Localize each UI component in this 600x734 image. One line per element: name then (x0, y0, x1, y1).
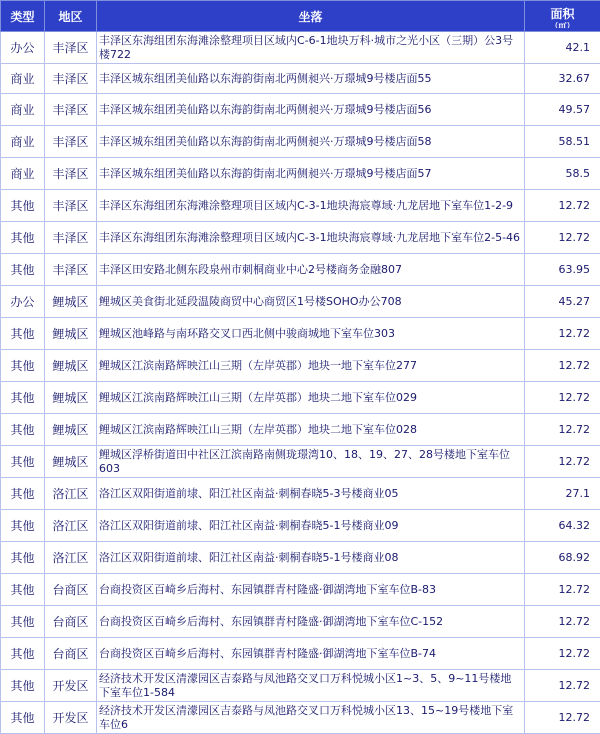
location-cell: 丰泽区东海组团东海滩涂整理项目区域内C-3-1地块海宸尊域·九龙居地下室车位1-2-9 (97, 190, 525, 222)
district-cell: 丰泽区 (45, 254, 97, 286)
area-cell: 49.57 (525, 94, 600, 126)
area-cell: 12.72 (525, 222, 600, 254)
district-cell: 丰泽区 (45, 190, 97, 222)
table-row (1, 574, 600, 606)
table-row (1, 126, 600, 158)
location-cell: 丰泽区城东组团美仙路以东海韵街南北两侧昶兴·万璟城9号楼店面57 (97, 158, 525, 190)
location-cell: 丰泽区城东组团美仙路以东海韵街南北两侧昶兴·万璟城9号楼店面56 (97, 94, 525, 126)
district-cell: 丰泽区 (45, 158, 97, 190)
area-cell: 12.72 (525, 638, 600, 670)
area-cell: 58.51 (525, 126, 600, 158)
type-cell: 其他 (1, 446, 45, 478)
location-cell: 丰泽区城东组团美仙路以东海韵街南北两侧昶兴·万璟城9号楼店面58 (97, 126, 525, 158)
location-cell: 台商投资区百崎乡后海村、东园镇群青村隆盛·御湖湾地下室车位B-74 (97, 638, 525, 670)
area-cell: 12.72 (525, 414, 600, 446)
district-cell: 台商区 (45, 638, 97, 670)
district-cell: 丰泽区 (45, 32, 97, 64)
district-cell: 鲤城区 (45, 350, 97, 382)
table-row (1, 190, 600, 222)
district-cell: 鲤城区 (45, 382, 97, 414)
location-cell: 鲤城区池峰路与南环路交叉口西北侧中骏商城地下室车位303 (97, 318, 525, 350)
type-cell: 其他 (1, 190, 45, 222)
type-cell: 其他 (1, 414, 45, 446)
district-cell: 丰泽区 (45, 126, 97, 158)
location-cell: 洛江区双阳街道前埭、阳江社区南益·刺桐春晓5-3号楼商业05 (97, 478, 525, 510)
location-cell: 经济技术开发区清濛园区吉泰路与凤池路交叉口万科悦城小区13、15~19号楼地下室车位6 (97, 702, 525, 734)
area-cell: 32.67 (525, 64, 600, 94)
district-cell: 鲤城区 (45, 414, 97, 446)
location-cell: 丰泽区东海组团东海滩涂整理项目区域内C-3-1地块海宸尊域·九龙居地下室车位2-5-46 (97, 222, 525, 254)
type-cell: 其他 (1, 318, 45, 350)
type-cell: 其他 (1, 222, 45, 254)
table-body (1, 32, 600, 734)
district-cell: 台商区 (45, 574, 97, 606)
area-cell: 12.72 (525, 382, 600, 414)
header-location: 坐落 (97, 1, 525, 32)
table-row (1, 286, 600, 318)
type-cell: 其他 (1, 254, 45, 286)
type-cell: 其他 (1, 702, 45, 734)
district-cell: 丰泽区 (45, 64, 97, 94)
location-cell: 丰泽区城东组团美仙路以东海韵街南北两侧昶兴·万璟城9号楼店面55 (97, 64, 525, 94)
header-row (1, 1, 600, 32)
location-cell: 洛江区双阳街道前埭、阳江社区南益·刺桐春晓5-1号楼商业08 (97, 542, 525, 574)
type-cell: 其他 (1, 542, 45, 574)
type-cell: 其他 (1, 350, 45, 382)
header-district: 地区 (45, 1, 97, 32)
area-cell: 12.72 (525, 446, 600, 478)
location-cell: 鲤城区江滨南路辉映江山三期（左岸英郡）地块二地下室车位028 (97, 414, 525, 446)
district-cell: 开发区 (45, 702, 97, 734)
area-cell: 68.92 (525, 542, 600, 574)
type-cell: 其他 (1, 478, 45, 510)
type-cell: 其他 (1, 382, 45, 414)
table-row (1, 510, 600, 542)
location-cell: 台商投资区百崎乡后海村、东园镇群青村隆盛·御湖湾地下室车位C-152 (97, 606, 525, 638)
location-cell: 丰泽区田安路北侧东段泉州市刺桐商业中心2号楼商务金融807 (97, 254, 525, 286)
area-cell: 58.5 (525, 158, 600, 190)
district-cell: 丰泽区 (45, 222, 97, 254)
table-row (1, 350, 600, 382)
type-cell: 办公 (1, 286, 45, 318)
location-cell: 丰泽区东海组团东海滩涂整理项目区域内C-6-1地块万科·城市之光小区（三期）公3号楼722 (97, 32, 525, 64)
area-cell: 12.72 (525, 702, 600, 734)
table-row (1, 382, 600, 414)
type-cell: 其他 (1, 574, 45, 606)
type-cell: 其他 (1, 670, 45, 702)
table-row (1, 32, 600, 64)
table-row (1, 64, 600, 94)
location-cell: 鲤城区江滨南路辉映江山三期（左岸英郡）地块二地下室车位029 (97, 382, 525, 414)
table-row (1, 158, 600, 190)
area-cell: 12.72 (525, 190, 600, 222)
location-cell: 鲤城区美食街北延段温陵商贸中心商贸区1号楼SOHO办公708 (97, 286, 525, 318)
table-row (1, 478, 600, 510)
district-cell: 台商区 (45, 606, 97, 638)
table-row (1, 638, 600, 670)
location-cell: 台商投资区百崎乡后海村、东园镇群青村隆盛·御湖湾地下室车位B-83 (97, 574, 525, 606)
location-cell: 经济技术开发区清濛园区吉泰路与凤池路交叉口万科悦城小区1~3、5、9~11号楼地下室车位1-584 (97, 670, 525, 702)
table-row (1, 670, 600, 702)
header-area-unit: （㎡） (525, 22, 600, 28)
table-row (1, 318, 600, 350)
district-cell: 开发区 (45, 670, 97, 702)
header-area (525, 1, 600, 32)
table-row (1, 542, 600, 574)
area-cell: 63.95 (525, 254, 600, 286)
location-cell: 鲤城区江滨南路辉映江山三期（左岸英郡）地块一地下室车位277 (97, 350, 525, 382)
type-cell: 办公 (1, 32, 45, 64)
table-row (1, 94, 600, 126)
area-cell: 45.27 (525, 286, 600, 318)
header-area-label: 面积 (550, 7, 574, 21)
area-cell: 12.72 (525, 574, 600, 606)
district-cell: 洛江区 (45, 478, 97, 510)
district-cell: 鲤城区 (45, 318, 97, 350)
district-cell: 鲤城区 (45, 286, 97, 318)
area-cell: 42.1 (525, 32, 600, 64)
area-cell: 12.72 (525, 606, 600, 638)
table-row (1, 446, 600, 478)
type-cell: 商业 (1, 126, 45, 158)
type-cell: 商业 (1, 64, 45, 94)
table-row (1, 702, 600, 734)
district-cell: 鲤城区 (45, 446, 97, 478)
location-cell: 洛江区双阳街道前埭、阳江社区南益·刺桐春晓5-1号楼商业09 (97, 510, 525, 542)
type-cell: 商业 (1, 94, 45, 126)
location-cell: 鲤城区浮桥街道田中社区江滨南路南侧珑璟湾10、18、19、27、28号楼地下室车位603 (97, 446, 525, 478)
district-cell: 洛江区 (45, 510, 97, 542)
area-cell: 12.72 (525, 350, 600, 382)
area-cell: 27.1 (525, 478, 600, 510)
district-cell: 丰泽区 (45, 94, 97, 126)
area-cell: 64.32 (525, 510, 600, 542)
type-cell: 其他 (1, 606, 45, 638)
type-cell: 其他 (1, 638, 45, 670)
area-cell: 12.72 (525, 318, 600, 350)
type-cell: 其他 (1, 510, 45, 542)
district-cell: 洛江区 (45, 542, 97, 574)
table-row (1, 254, 600, 286)
table-row (1, 414, 600, 446)
area-cell: 12.72 (525, 670, 600, 702)
table-row (1, 606, 600, 638)
header-type: 类型 (1, 1, 45, 32)
type-cell: 商业 (1, 158, 45, 190)
table-row (1, 222, 600, 254)
